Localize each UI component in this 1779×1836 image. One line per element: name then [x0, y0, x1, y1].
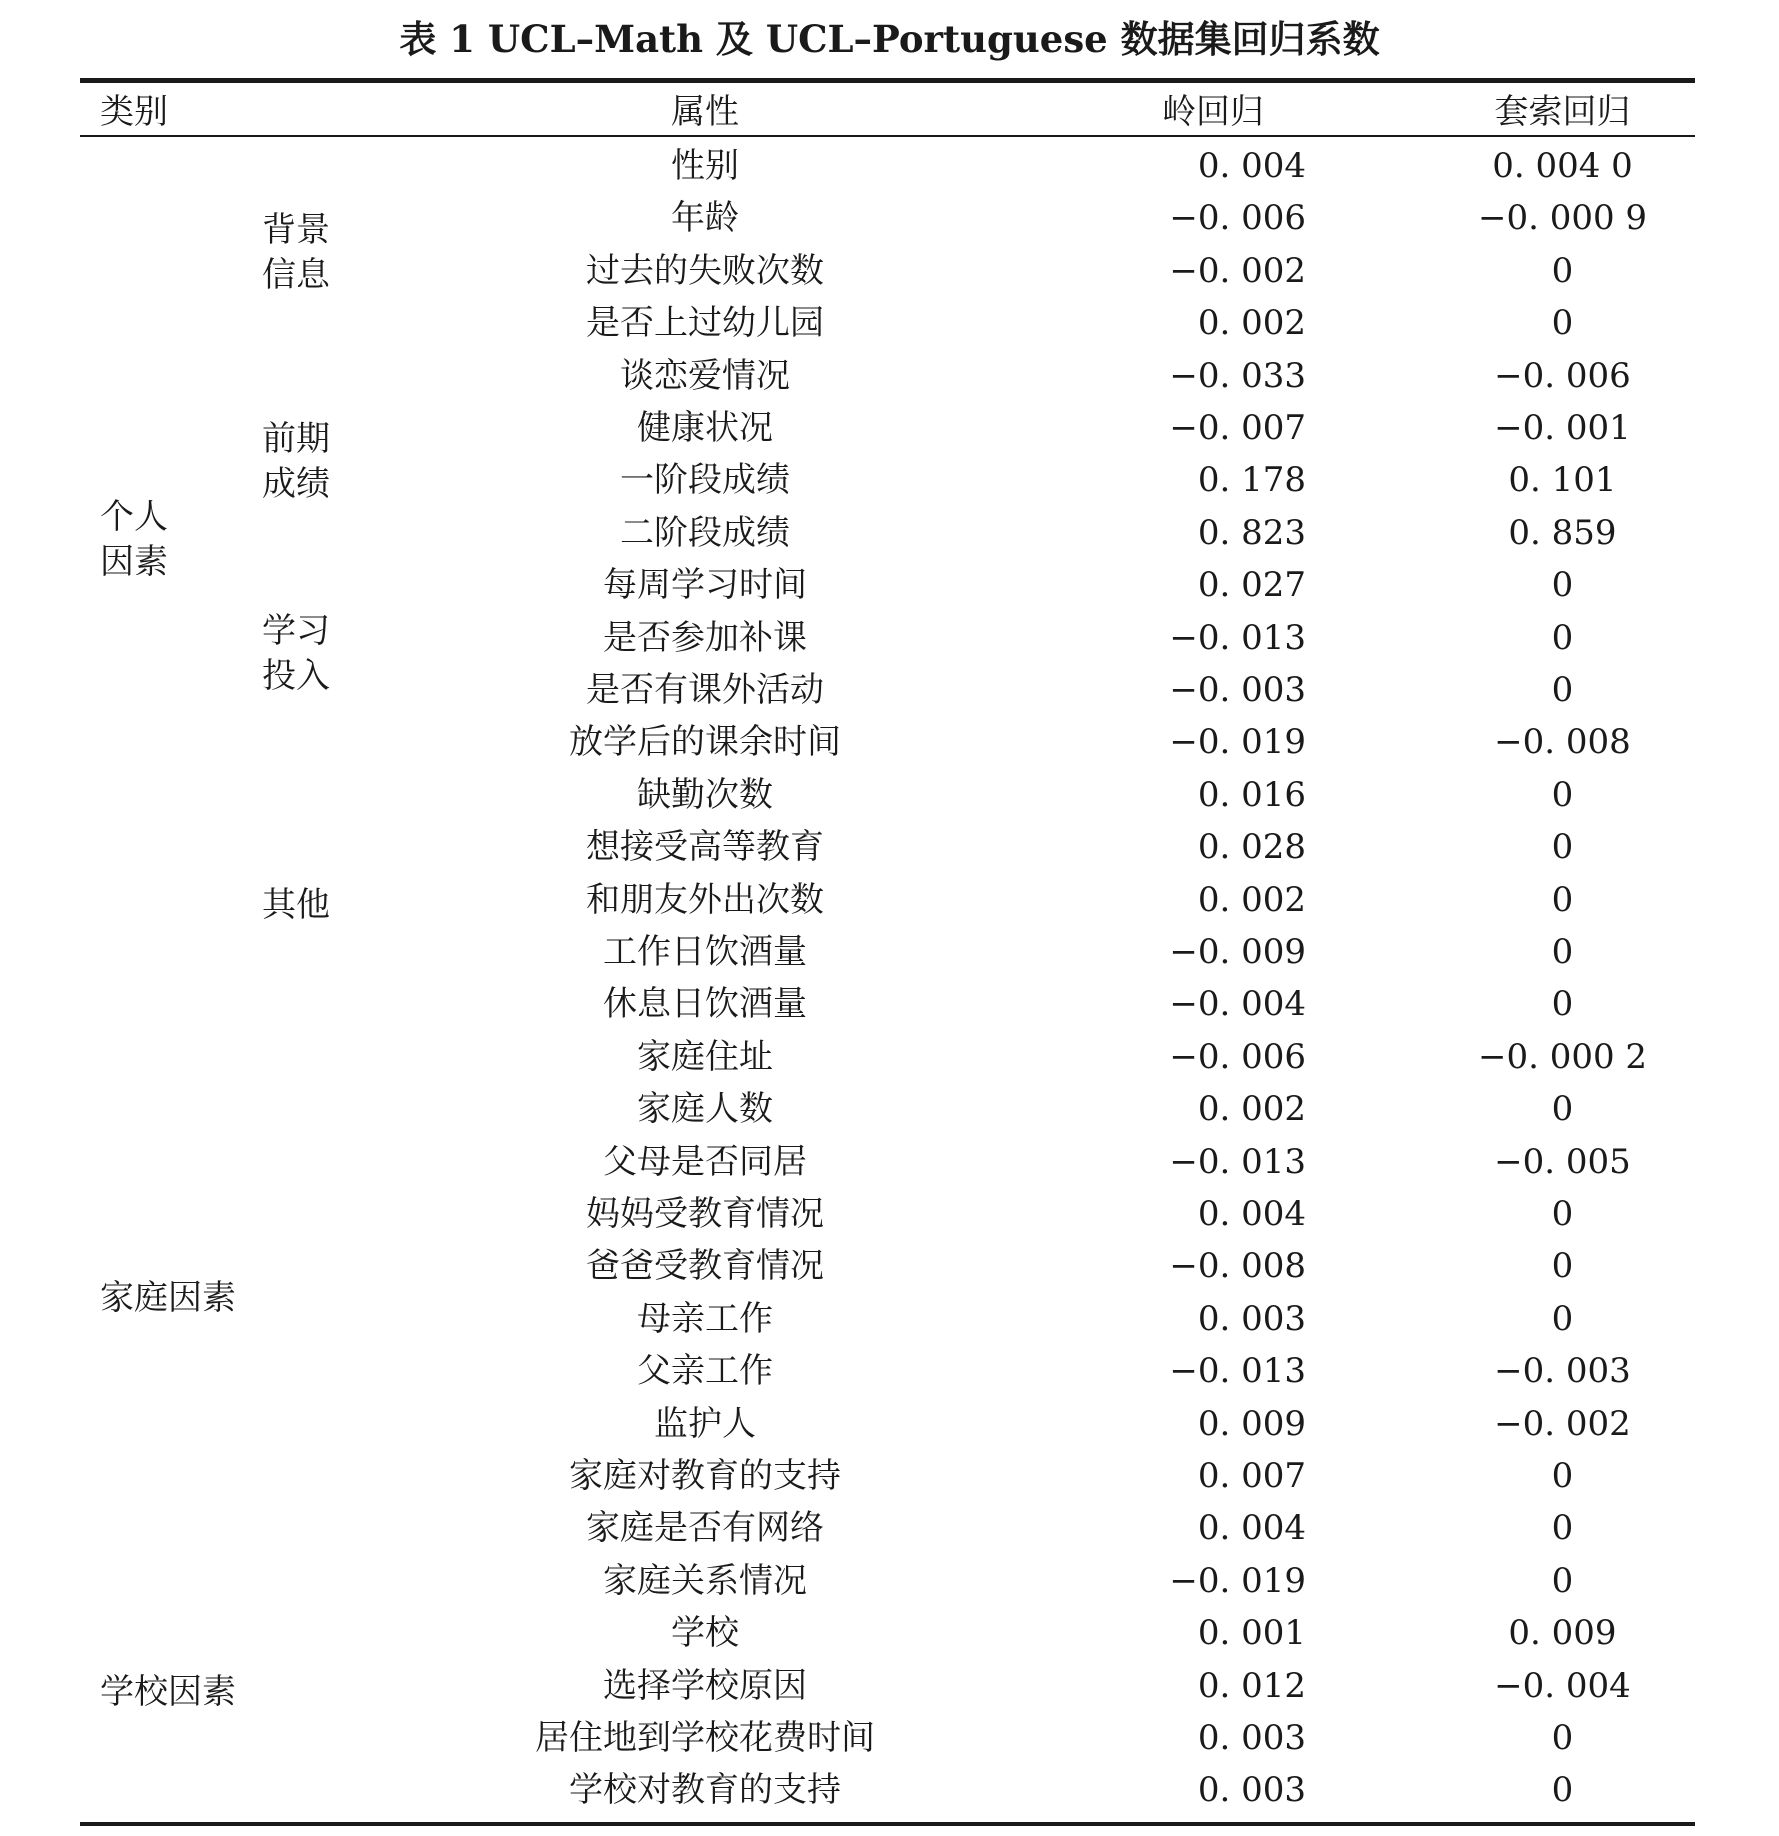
row-attribute: 母亲工作: [637, 1298, 773, 1339]
row-lasso-value: 0: [1551, 1560, 1574, 1601]
row-lasso-value: −0. 008: [1494, 722, 1631, 763]
row-lasso-value: −0. 000 9: [1477, 198, 1648, 239]
header-lasso: 套索回归: [1494, 92, 1631, 132]
row-ridge-value: 0. 004: [1197, 1194, 1306, 1234]
row-ridge-value: 0. 001: [1197, 1613, 1306, 1654]
row-attribute: 一阶段成绩: [620, 460, 790, 501]
subcategory-label-line: 前期: [262, 419, 330, 459]
row-ridge-value: −0. 002: [1169, 250, 1306, 291]
row-attribute: 学校对教育的支持: [569, 1770, 841, 1811]
row-ridge-value: −0. 009: [1169, 932, 1306, 972]
row-lasso-value: 0: [1551, 774, 1574, 815]
category-label: [100, 1670, 236, 1760]
row-attribute: 每周学习时间: [603, 565, 807, 606]
row-attribute: 工作日饮酒量: [603, 932, 807, 972]
row-ridge-value: −0. 004: [1169, 984, 1306, 1025]
row-attribute: 是否参加补课: [603, 617, 807, 658]
row-attribute: 缺勤次数: [637, 774, 773, 815]
row-attribute: 放学后的课余时间: [569, 722, 841, 763]
row-lasso-value: 0: [1551, 1194, 1574, 1234]
row-lasso-value: 0: [1551, 1246, 1574, 1287]
row-attribute: 监护人: [654, 1403, 756, 1444]
row-attribute: 谈恋爱情况: [620, 355, 790, 396]
row-lasso-value: 0. 859: [1508, 512, 1617, 553]
row-lasso-value: 0: [1551, 1718, 1574, 1758]
row-ridge-value: 0. 027: [1197, 565, 1306, 606]
row-ridge-value: −0. 033: [1169, 355, 1306, 396]
row-ridge-value: 0. 003: [1197, 1770, 1306, 1811]
row-ridge-value: 0. 012: [1197, 1665, 1306, 1706]
category-label: [100, 1276, 236, 1366]
row-attribute: 休息日饮酒量: [603, 984, 807, 1025]
row-lasso-value: 0: [1551, 932, 1574, 972]
row-lasso-value: 0: [1551, 1456, 1574, 1496]
category-label-line: 家庭因素: [100, 1277, 236, 1318]
row-ridge-value: 0. 178: [1197, 460, 1306, 501]
header-ridge: 岭回归: [1162, 92, 1264, 132]
row-lasso-value: −0. 002: [1494, 1403, 1631, 1444]
header-attribute: 属性: [671, 92, 739, 132]
row-ridge-value: −0. 003: [1169, 670, 1306, 710]
row-lasso-value: −0. 004: [1494, 1665, 1631, 1706]
row-attribute: 居住地到学校花费时间: [535, 1718, 875, 1758]
row-lasso-value: 0: [1551, 879, 1574, 920]
row-attribute: 家庭关系情况: [603, 1560, 807, 1601]
row-attribute: 学校: [671, 1613, 739, 1654]
row-ridge-value: 0. 002: [1197, 1089, 1306, 1130]
row-ridge-value: −0. 013: [1169, 617, 1306, 658]
header-category: 类别: [100, 92, 168, 132]
category-label-line: 个人: [100, 497, 168, 537]
subcategory-label-line: 投入: [262, 656, 330, 696]
subcategory-label: [262, 417, 330, 507]
row-lasso-value: −0. 005: [1494, 1141, 1631, 1182]
subcategory-label-line: 背景: [262, 210, 330, 250]
row-attribute: 家庭是否有网络: [586, 1508, 824, 1549]
row-ridge-value: −0. 019: [1169, 1560, 1306, 1601]
row-ridge-value: 0. 004: [1197, 146, 1306, 186]
row-attribute: 和朋友外出次数: [586, 879, 824, 920]
row-ridge-value: 0. 002: [1197, 879, 1306, 920]
row-attribute: 妈妈受教育情况: [586, 1194, 824, 1234]
row-lasso-value: 0. 009: [1508, 1613, 1617, 1654]
row-lasso-value: 0: [1551, 303, 1574, 344]
row-attribute: 想接受高等教育: [586, 827, 824, 868]
row-ridge-value: 0. 002: [1197, 303, 1306, 344]
row-attribute: 家庭住址: [637, 1036, 773, 1077]
category-label: [100, 495, 168, 585]
row-ridge-value: 0. 823: [1197, 512, 1306, 553]
subcategory-label: [262, 609, 330, 699]
row-ridge-value: 0. 003: [1197, 1298, 1306, 1339]
row-attribute: 父亲工作: [637, 1351, 773, 1392]
row-attribute: 二阶段成绩: [620, 512, 790, 553]
subcategory-label: [262, 208, 330, 298]
row-lasso-value: 0: [1551, 1508, 1574, 1549]
row-attribute: 家庭人数: [637, 1089, 773, 1130]
subcategory-label-line: 成绩: [262, 464, 330, 504]
row-ridge-value: 0. 004: [1197, 1508, 1306, 1549]
row-attribute: 家庭对教育的支持: [569, 1456, 841, 1496]
row-ridge-value: −0. 019: [1169, 722, 1306, 763]
category-label-line: 因素: [100, 542, 168, 582]
row-lasso-value: 0: [1551, 984, 1574, 1025]
row-lasso-value: 0: [1551, 250, 1574, 291]
row-lasso-value: 0. 101: [1508, 460, 1617, 501]
row-ridge-value: −0. 007: [1169, 408, 1306, 448]
row-attribute: 过去的失败次数: [586, 250, 824, 291]
row-lasso-value: 0: [1551, 617, 1574, 658]
subcategory-label-line: 学习: [262, 611, 330, 651]
table-title: 表 1 UCL–Math 及 UCL–Portuguese 数据集回归系数: [399, 17, 1380, 61]
row-ridge-value: −0. 008: [1169, 1246, 1306, 1287]
row-lasso-value: 0: [1551, 565, 1574, 606]
row-attribute: 选择学校原因: [603, 1665, 807, 1706]
row-ridge-value: −0. 013: [1169, 1141, 1306, 1182]
row-lasso-value: −0. 001: [1494, 408, 1631, 448]
row-ridge-value: 0. 016: [1197, 774, 1306, 815]
row-attribute: 是否上过幼儿园: [586, 303, 824, 344]
row-lasso-value: −0. 006: [1494, 355, 1631, 396]
row-ridge-value: 0. 007: [1197, 1456, 1306, 1496]
row-ridge-value: −0. 006: [1169, 198, 1306, 239]
row-lasso-value: 0: [1551, 1770, 1574, 1811]
row-attribute: 健康状况: [637, 408, 773, 448]
row-lasso-value: 0: [1551, 827, 1574, 868]
row-attribute: 年龄: [671, 198, 739, 239]
subcategory-label-line: 其他: [262, 884, 330, 925]
row-ridge-value: 0. 003: [1197, 1718, 1306, 1758]
row-ridge-value: 0. 028: [1197, 827, 1306, 868]
row-ridge-value: 0. 009: [1197, 1403, 1306, 1444]
row-lasso-value: 0: [1551, 670, 1574, 710]
row-lasso-value: −0. 003: [1494, 1351, 1631, 1392]
row-lasso-value: 0: [1551, 1298, 1574, 1339]
row-lasso-value: 0. 004 0: [1492, 146, 1633, 186]
row-ridge-value: −0. 013: [1169, 1351, 1306, 1392]
subcategory-label: [262, 883, 330, 973]
row-attribute: 父母是否同居: [603, 1141, 807, 1182]
subcategory-label-line: 信息: [262, 255, 330, 295]
row-lasso-value: 0: [1551, 1089, 1574, 1130]
row-ridge-value: −0. 006: [1169, 1036, 1306, 1077]
row-attribute: 爸爸受教育情况: [586, 1246, 824, 1287]
row-attribute: 性别: [671, 146, 739, 186]
row-attribute: 是否有课外活动: [586, 670, 824, 710]
bottom-rule: [80, 1822, 1695, 1826]
category-label-line: 学校因素: [100, 1671, 236, 1712]
top-rule: [80, 78, 1695, 83]
row-lasso-value: −0. 000 2: [1477, 1036, 1648, 1077]
